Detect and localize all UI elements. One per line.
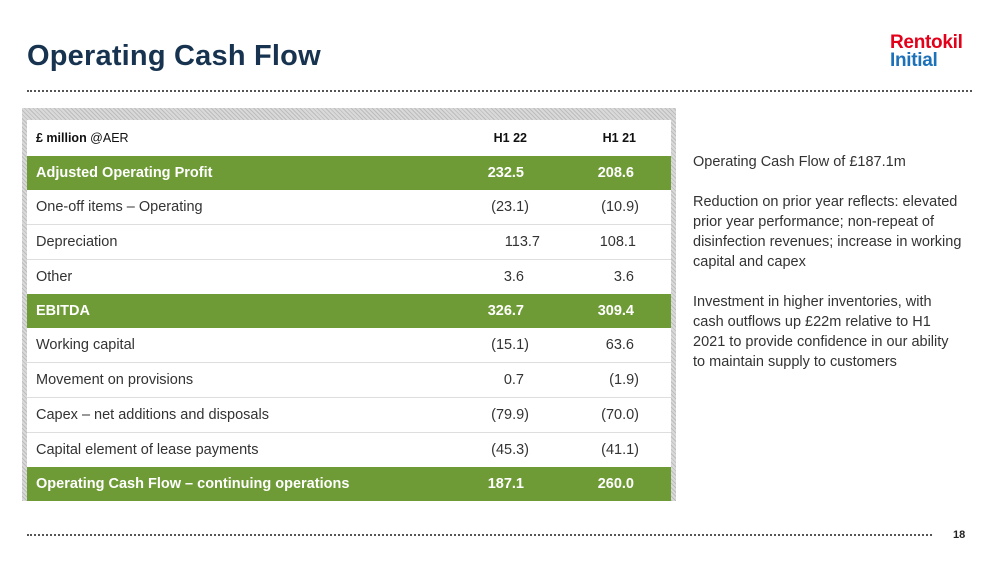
row-label: One-off items – Operating: [36, 199, 203, 215]
commentary-paragraph: Operating Cash Flow of £187.1m: [693, 154, 906, 170]
value-h1-21: 63.6: [605, 337, 634, 353]
value-h1-21: (41.1): [601, 442, 639, 458]
row-label: EBITDA: [36, 303, 90, 319]
value-h1-22: 187.1: [487, 476, 524, 492]
value-h1-22: (79.9): [491, 407, 529, 423]
column-header-h1-22: H1 22: [493, 131, 527, 145]
value-h1-22: 0.7: [503, 372, 524, 388]
value-h1-21: (10.9): [601, 199, 639, 215]
value-h1-21: (70.0): [601, 407, 639, 423]
table-row: [27, 433, 671, 467]
value-h1-22: 232.5: [487, 165, 524, 181]
cash-flow-table-frame: [22, 108, 676, 501]
unit-label-bold: £ million: [36, 131, 87, 145]
value-h1-22: 3.6: [503, 269, 524, 285]
row-label: Capital element of lease payments: [36, 442, 259, 458]
value-h1-21: 108.1: [599, 234, 636, 250]
value-h1-21: 309.4: [597, 303, 634, 319]
commentary: [693, 152, 963, 392]
row-label: Other: [36, 269, 73, 285]
table-row: [27, 294, 671, 328]
row-label: Movement on provisions: [36, 372, 194, 388]
page-title: Operating Cash Flow: [27, 40, 321, 72]
value-h1-22: (23.1): [491, 199, 529, 215]
table-row: [27, 190, 671, 224]
value-h1-21: 208.6: [597, 165, 634, 181]
table-header-row: [27, 120, 671, 156]
table-row: [27, 363, 671, 397]
row-label: Adjusted Operating Profit: [36, 165, 213, 181]
bottom-divider: [27, 534, 932, 536]
commentary-paragraph: Investment in higher inventories, with cash outflows up £22m relative to H1 2021 to provide confidence in our ability to maintain supply to customers: [693, 294, 949, 370]
row-label: Capex – net additions and disposals: [36, 407, 269, 423]
top-divider: [27, 90, 972, 92]
value-h1-22: (45.3): [491, 442, 529, 458]
table-row: [27, 156, 671, 190]
commentary-paragraph: Reduction on prior year reflects: elevated prior year performance; non-repeat of disinfection revenues; increase in working capital and capex: [693, 194, 962, 270]
value-h1-21: (1.9): [609, 372, 639, 388]
column-header-h1-21: H1 21: [602, 131, 636, 145]
page-number: 18: [953, 529, 966, 541]
unit-label: [36, 131, 129, 145]
value-h1-22: 326.7: [487, 303, 524, 319]
row-label: Operating Cash Flow – continuing operations: [36, 476, 350, 492]
value-h1-22: (15.1): [491, 337, 529, 353]
value-h1-21: 260.0: [597, 476, 634, 492]
table-row: [27, 328, 671, 362]
unit-label-rest: @AER: [86, 131, 129, 145]
value-h1-22: 113.7: [504, 234, 540, 250]
table-row: [27, 398, 671, 432]
logo-line-1: Rentokil: [890, 32, 963, 53]
logo-line-2: Initial: [890, 50, 938, 71]
row-label: Working capital: [36, 337, 135, 353]
rentokil-initial-logo: [890, 34, 963, 70]
row-label: Depreciation: [36, 234, 118, 250]
cash-flow-table: [27, 120, 671, 501]
table-row: [27, 225, 671, 259]
table-row: [27, 260, 671, 294]
value-h1-21: 3.6: [613, 269, 634, 285]
table-row: [27, 467, 671, 501]
